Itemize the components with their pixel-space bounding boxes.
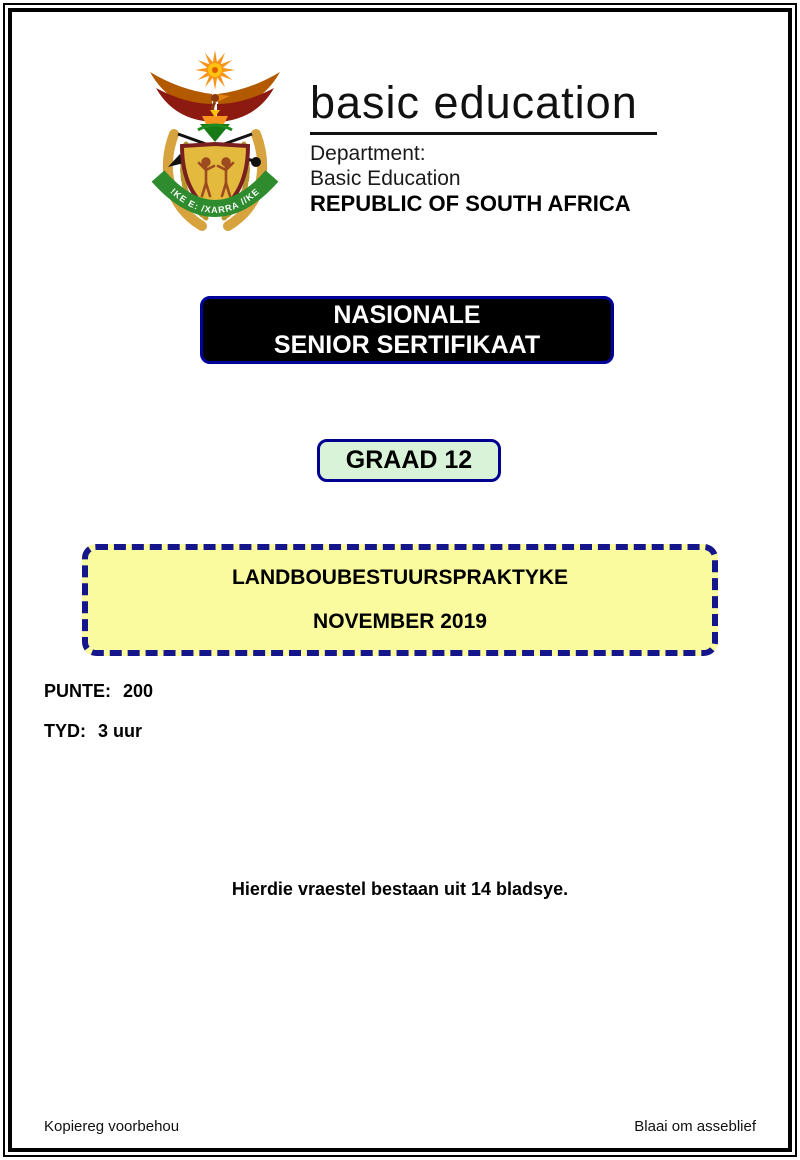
time-value: 3 uur [98, 721, 143, 741]
grade-box [317, 439, 501, 482]
certificate-title-line-2: SENIOR SERTIFIKAAT [273, 331, 541, 359]
grade-label: GRAAD 12 [345, 446, 473, 474]
dept-line-3: REPUBLIC OF SOUTH AFRICA [310, 191, 631, 216]
certificate-title-box [200, 296, 614, 364]
dept-identity-block [310, 141, 631, 216]
dept-wordmark: basic education [310, 77, 638, 128]
footer-turn-over: Blaai om asseblief [634, 1118, 756, 1135]
motto-text: !KE E: /XARRA //KE [168, 186, 262, 216]
marks-label: PUNTE: [44, 681, 111, 701]
certificate-title-line-1: NASIONALE [333, 301, 481, 329]
exam-session: NOVEMBER 2019 [313, 610, 487, 633]
marks-value: 200 [123, 681, 154, 701]
footer-copyright: Kopiereg voorbehou [44, 1118, 180, 1135]
dept-line-1: Department: [310, 142, 426, 165]
time-row [44, 721, 142, 742]
time-label: TYD: [44, 721, 86, 741]
subject-box [82, 544, 718, 656]
page-count-note: Hierdie vraestel bestaan uit 14 bladsye. [231, 879, 569, 899]
wordmark-underline [310, 132, 657, 135]
dept-line-2: Basic Education [310, 167, 461, 190]
coat-of-arms-icon [140, 46, 290, 236]
subject-name: LANDBOUBESTUURSPRAKTYKE [231, 566, 568, 589]
marks-row [44, 681, 153, 702]
